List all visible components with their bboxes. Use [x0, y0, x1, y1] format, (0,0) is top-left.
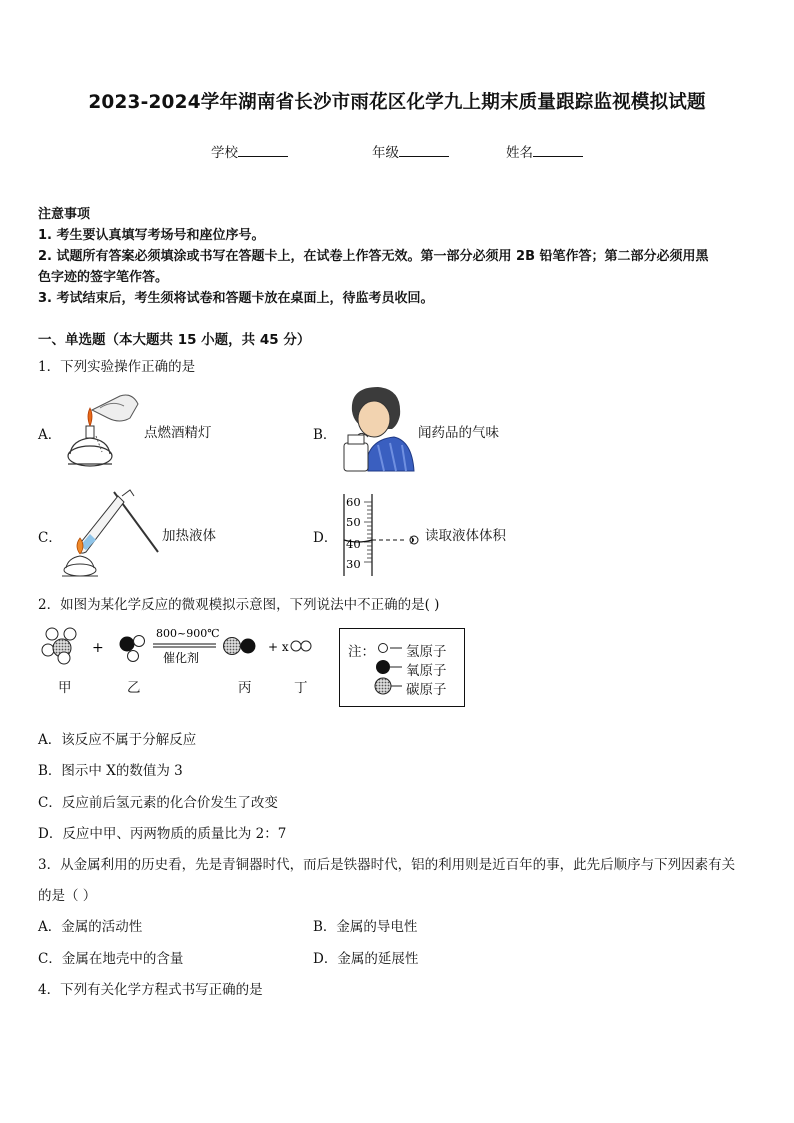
q3-stem-line1: 3．从金属利用的历史看，先是青铜器时代，而后是铁器时代，铝的利用则是近百年的事，此先后顺序与下列因素有关 — [38, 857, 736, 873]
q2-option-b[interactable]: B．图示中 X的数值为 3 — [38, 763, 183, 779]
legend-hydrogen: 氢原子 — [406, 644, 447, 660]
grade-blank[interactable] — [399, 144, 449, 157]
q2-option-c[interactable]: C．反应前后氢元素的化合价发生了改变 — [38, 795, 278, 811]
notice-item-2-cont: 色字迹的签字笔作答。 — [38, 270, 169, 285]
molecule-water — [120, 636, 145, 662]
q3-option-d[interactable]: D．金属的延展性 — [313, 951, 419, 967]
condition-catalyst: 催化剂 — [163, 651, 200, 665]
notice-item-2: 2. 试题所有答案必须填涂或书写在答题卡上，在试卷上作答无效。第一部分必须用 2B 铅笔作答；第二部分必须用黑 — [38, 249, 709, 264]
q1-option-d-caption: 读取液体体积 — [425, 528, 506, 544]
molecule-hydrogen — [291, 641, 311, 651]
molecule-co — [224, 638, 256, 655]
legend-carbon: 碳原子 — [406, 682, 447, 698]
legend-oxygen: 氧原子 — [406, 663, 447, 679]
graduated-cylinder-illustration — [340, 492, 424, 578]
q2-stem: 2．如图为某化学反应的微观模拟示意图，下列说法中不正确的是( ) — [38, 597, 440, 613]
school-label: 学校 — [211, 145, 238, 161]
plus-sign-2: + x — [268, 640, 289, 654]
lamp-lighting-illustration — [60, 388, 150, 473]
heating-liquid-illustration — [60, 486, 164, 581]
q3-option-c[interactable]: C．金属在地壳中的含量 — [38, 951, 184, 967]
q1-option-b-caption: 闻药品的气味 — [418, 425, 499, 441]
q3-option-b[interactable]: B．金属的导电性 — [313, 919, 418, 935]
q2-option-a[interactable]: A．该反应不属于分解反应 — [38, 732, 197, 748]
q3-stem-line2: 的是（ ） — [38, 888, 97, 904]
label-ding: 丁 — [294, 680, 308, 696]
molecule-methane — [42, 628, 76, 664]
cyl-tick-60: 60 — [346, 495, 361, 509]
q2-option-d[interactable]: D．反应中甲、丙两物质的质量比为 2：7 — [38, 826, 287, 842]
q1-option-d-label[interactable]: D． — [313, 530, 338, 546]
q1-option-c-label[interactable]: C． — [38, 530, 62, 546]
condition-temperature: 800~900℃ — [156, 627, 220, 640]
cyl-tick-40: 40 — [346, 537, 361, 551]
notice-item-3: 3. 考试结束后，考生须将试卷和答题卡放在桌面上，待监考员收回。 — [38, 291, 434, 306]
cyl-tick-30: 30 — [346, 557, 361, 571]
school-blank[interactable] — [238, 144, 288, 157]
label-bing: 丙 — [238, 680, 252, 696]
legend-note: 注： — [348, 644, 375, 660]
name-field — [506, 141, 583, 161]
q1-option-c-caption: 加热液体 — [162, 528, 216, 544]
q3-option-a[interactable]: A．金属的活动性 — [38, 919, 143, 935]
q1-option-b-label[interactable]: B． — [313, 427, 337, 443]
section-heading: 一、单选题（本大题共 15 小题，共 45 分） — [38, 332, 311, 348]
page-title: 2023-2024学年湖南省长沙市雨花区化学九上期末质量跟踪监视模拟试题 — [88, 92, 706, 113]
name-label: 姓名 — [506, 145, 533, 161]
grade-label: 年级 — [372, 145, 399, 161]
q4-stem: 4．下列有关化学方程式书写正确的是 — [38, 982, 263, 998]
cyl-tick-50: 50 — [346, 515, 361, 529]
plus-sign-1: + — [92, 640, 104, 656]
notice-heading: 注意事项 — [38, 207, 91, 222]
smelling-illustration — [338, 385, 418, 475]
name-blank[interactable] — [533, 144, 583, 157]
school-field — [211, 141, 288, 161]
label-jia: 甲 — [58, 680, 72, 696]
label-yi: 乙 — [127, 680, 141, 696]
q1-option-a-caption: 点燃酒精灯 — [144, 425, 212, 441]
q1-stem: 1．下列实验操作正确的是 — [38, 359, 196, 375]
reaction-diagram — [40, 624, 320, 674]
q1-option-a-label[interactable]: A． — [38, 427, 62, 443]
grade-field — [372, 141, 449, 161]
notice-item-1: 1. 考生要认真填写考场号和座位序号。 — [38, 228, 265, 243]
